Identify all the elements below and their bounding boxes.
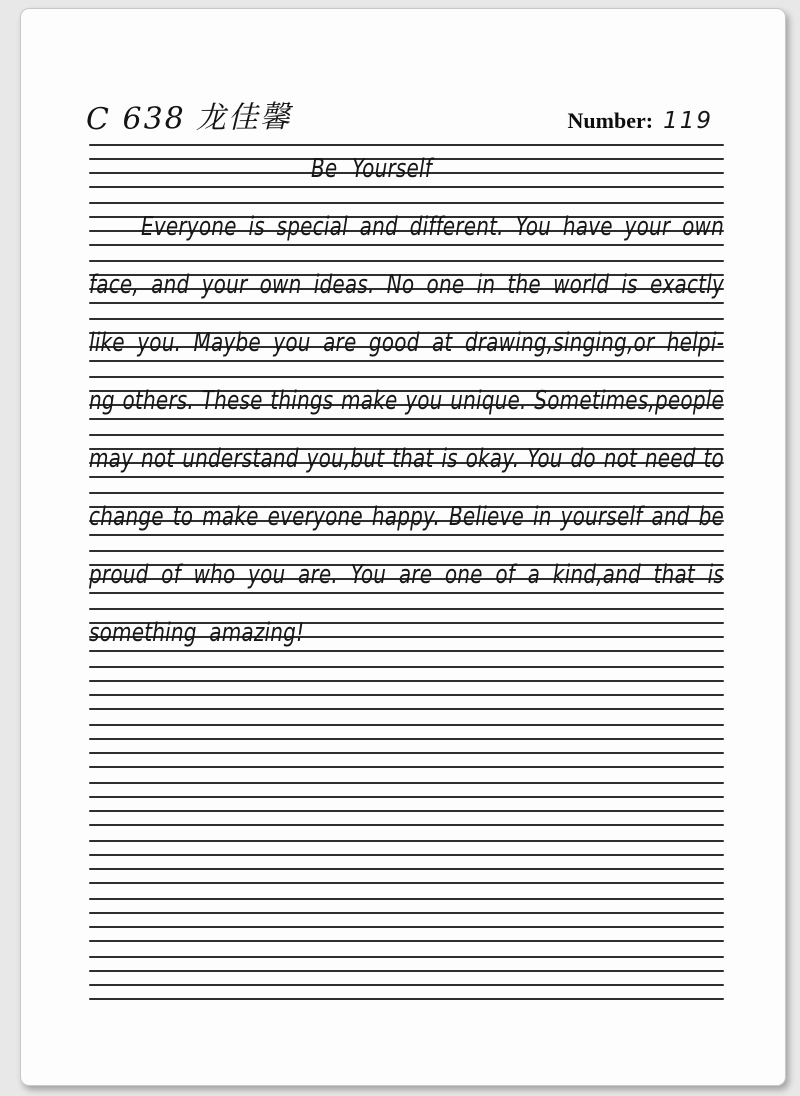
rule-line	[89, 810, 724, 812]
rule-line	[89, 260, 724, 262]
rule-line	[89, 534, 724, 536]
rule-group	[89, 376, 724, 434]
rule-line	[89, 550, 724, 552]
rule-line	[89, 912, 724, 914]
rule-line	[89, 186, 724, 188]
essay-line: something amazing!	[89, 616, 305, 648]
rule-line	[89, 418, 724, 420]
rule-line	[89, 434, 724, 436]
student-name: 龙佳馨	[195, 99, 292, 136]
essay-line: Everyone is special and different. You have your own	[141, 210, 724, 242]
essay-title: Be Yourself	[310, 152, 433, 184]
rule-line	[89, 202, 724, 204]
rule-line	[89, 708, 724, 710]
essay-line: change to make everyone happy. Believe in yourself and be	[89, 500, 724, 532]
number-value-handwritten: 119	[663, 108, 713, 134]
rule-line	[89, 360, 724, 362]
essay-line: proud of who you are. You are one of a kind,and that is	[89, 558, 724, 590]
rule-line	[89, 824, 724, 826]
rule-line	[89, 766, 724, 768]
rule-line	[89, 752, 724, 754]
student-code: C 638	[85, 101, 186, 138]
rule-line	[89, 592, 724, 594]
rule-line	[89, 840, 724, 842]
essay-line: ng others. These things make you unique. Sometimes,people	[89, 384, 724, 416]
rule-line	[89, 244, 724, 246]
rule-group	[89, 434, 724, 492]
rule-line	[89, 868, 724, 870]
rule-line	[89, 854, 724, 856]
rule-group	[89, 608, 724, 666]
page-header	[86, 93, 713, 137]
rule-line	[89, 782, 724, 784]
rule-line	[89, 926, 724, 928]
rule-group	[89, 144, 724, 202]
rule-group	[89, 724, 724, 782]
rule-line	[89, 302, 724, 304]
rule-group	[89, 898, 724, 956]
rule-line	[89, 666, 724, 668]
essay-line: may not understand you,but that is okay. You do not need to	[89, 442, 724, 474]
rule-line	[89, 898, 724, 900]
rule-line	[89, 680, 724, 682]
rule-line	[89, 376, 724, 378]
number-field	[568, 108, 713, 134]
rule-line	[89, 694, 724, 696]
rule-line	[89, 940, 724, 942]
rule-line	[89, 492, 724, 494]
rule-line	[89, 318, 724, 320]
essay-line: like you. Maybe you are good at drawing,singing,or helpi-	[89, 326, 724, 358]
rule-line	[89, 650, 724, 652]
number-label: Number:	[567, 108, 654, 133]
rule-line	[89, 998, 724, 1000]
ruled-writing-area	[89, 144, 724, 1024]
rule-group	[89, 666, 724, 724]
rule-line	[89, 882, 724, 884]
rule-line	[89, 970, 724, 972]
rule-group	[89, 260, 724, 318]
rule-group	[89, 492, 724, 550]
rule-line	[89, 796, 724, 798]
rule-group	[89, 956, 724, 1014]
rule-line	[89, 984, 724, 986]
rule-line	[89, 724, 724, 726]
scanned-notebook-page	[20, 8, 786, 1086]
rule-group	[89, 840, 724, 898]
rule-group	[89, 550, 724, 608]
rule-group	[89, 318, 724, 376]
rule-line	[89, 608, 724, 610]
rule-line	[89, 956, 724, 958]
student-name-handwritten	[86, 92, 292, 138]
rule-group	[89, 782, 724, 840]
essay-line: face, and your own ideas. No one in the world is exactly	[89, 268, 724, 300]
rule-group	[89, 202, 724, 260]
rule-line	[89, 144, 724, 146]
rule-line	[89, 738, 724, 740]
rule-line	[89, 476, 724, 478]
